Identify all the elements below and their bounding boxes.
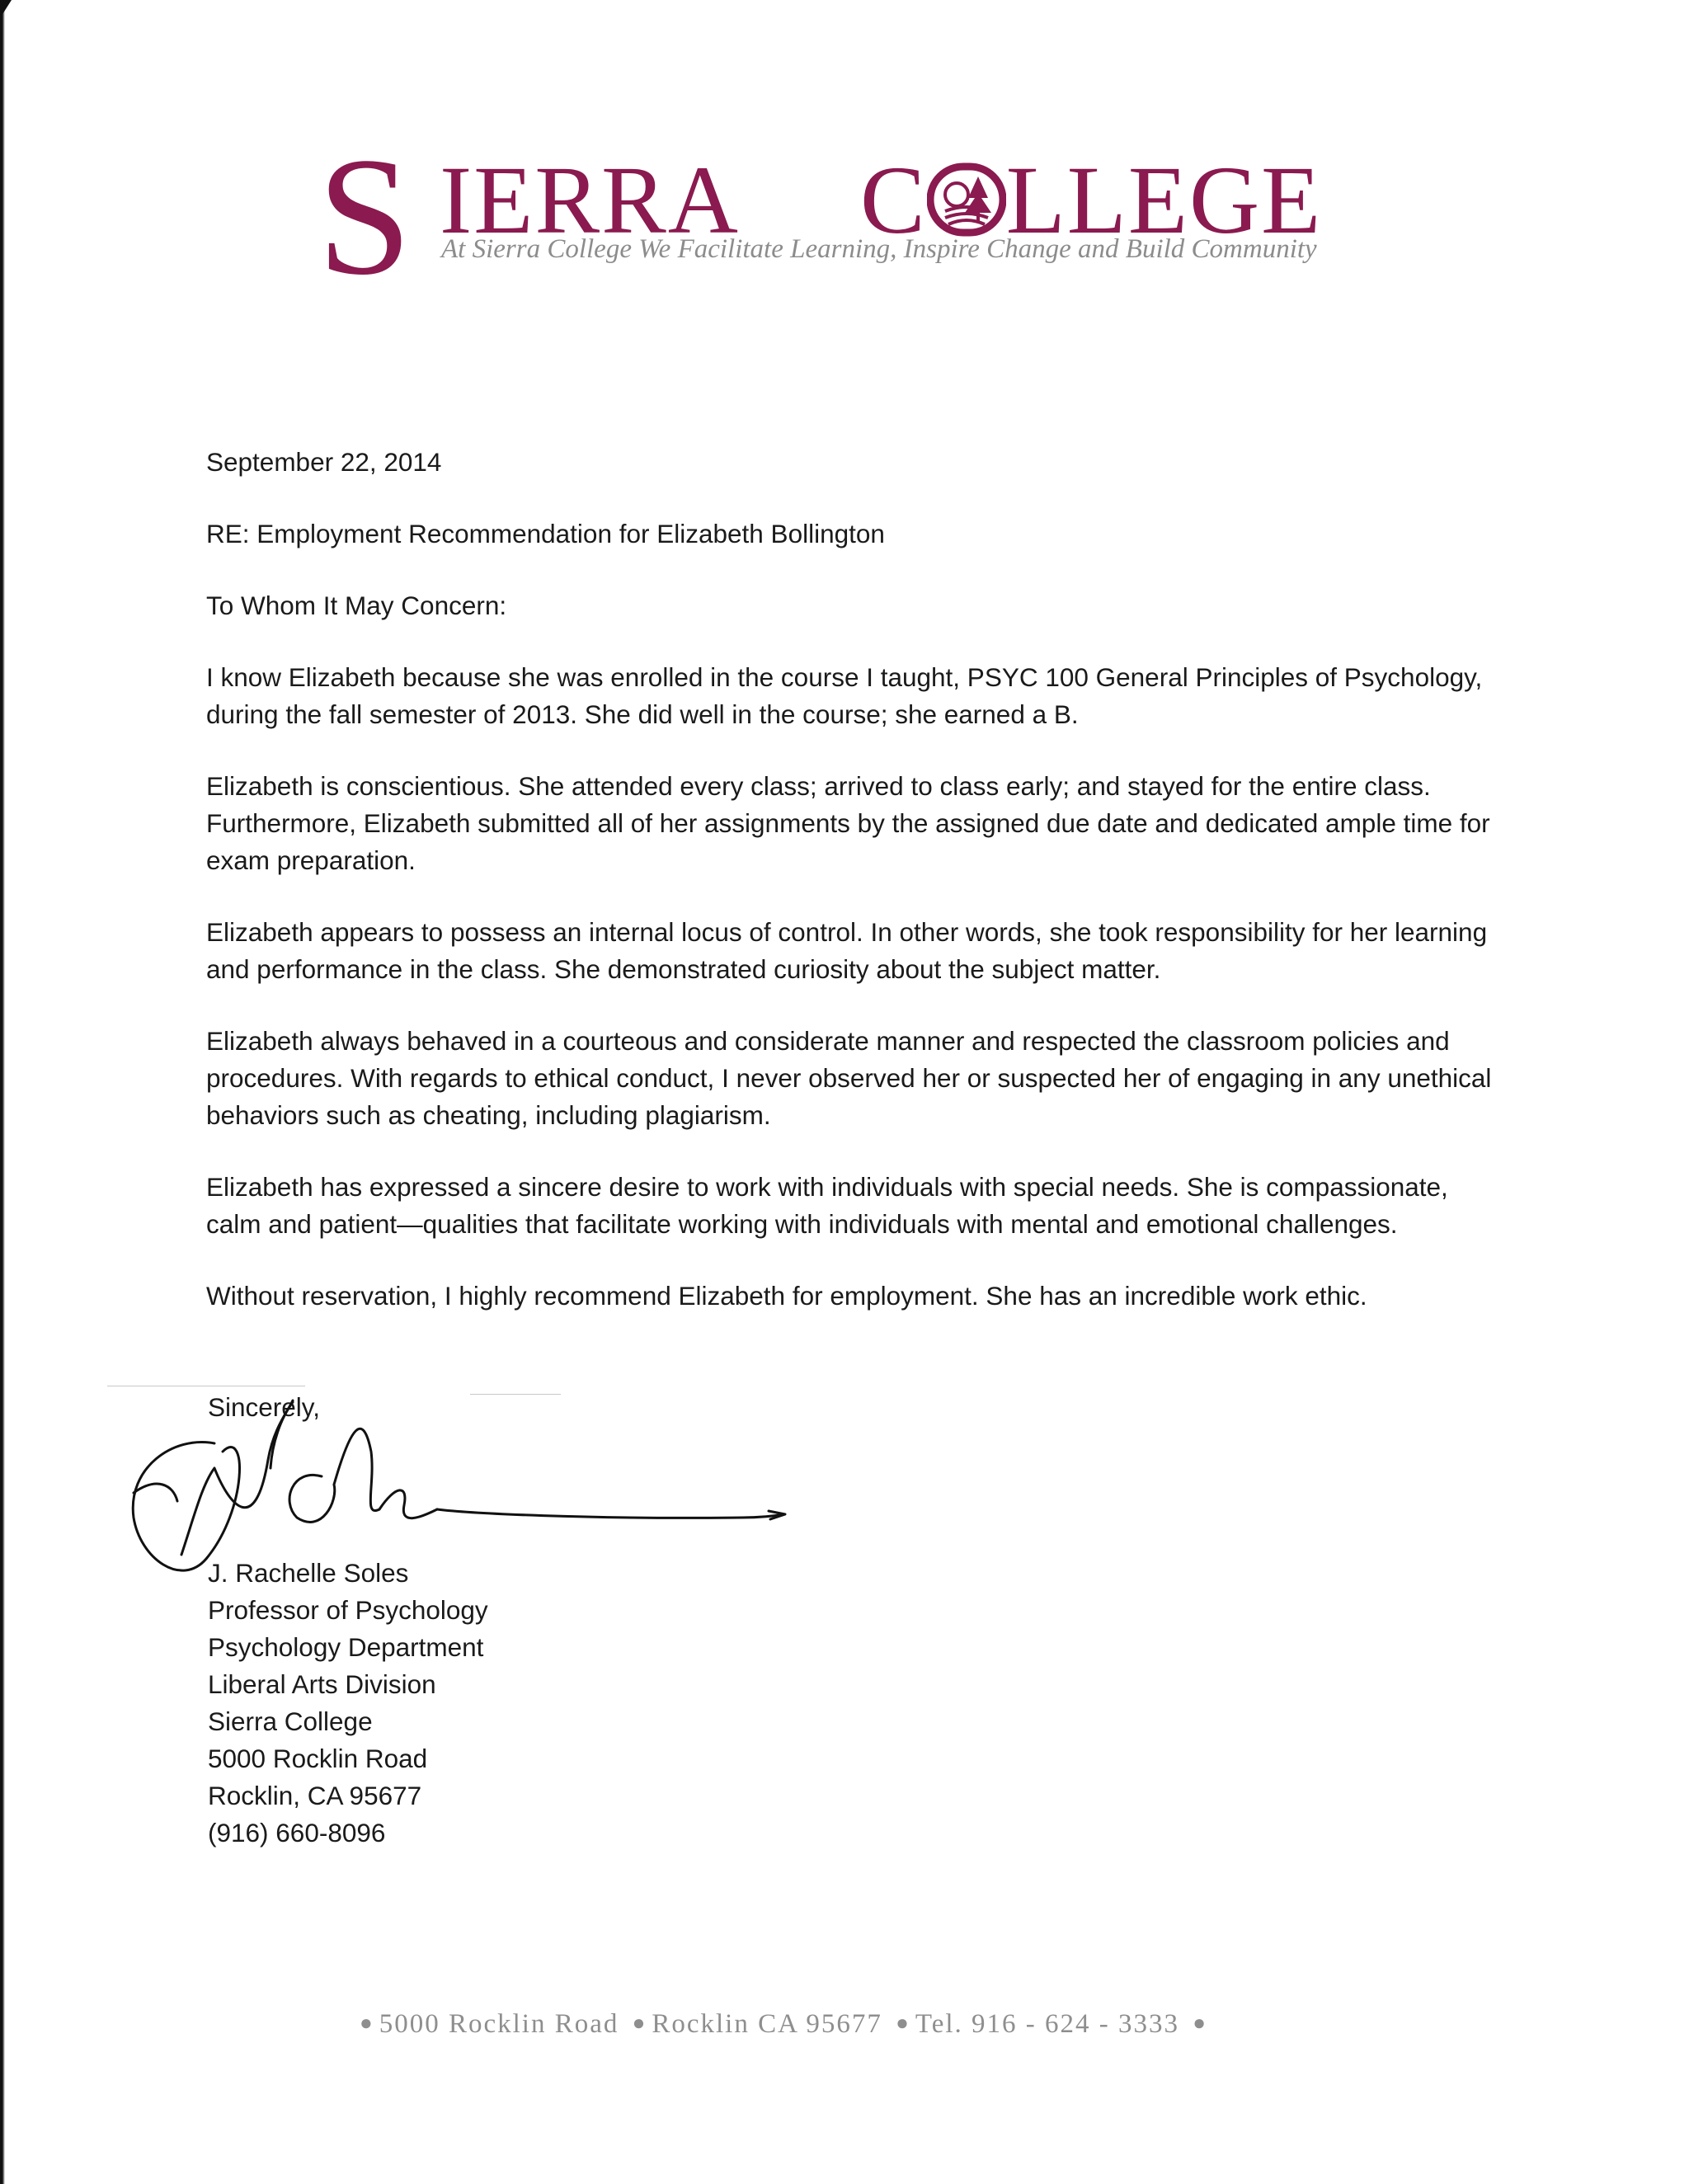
letter-subject: RE: Employment Recommendation for Elizabeth Bollington	[206, 519, 885, 548]
letterhead-name-sierra: IERRA	[440, 146, 740, 254]
footer-tel: Tel. 916 - 624 - 3333	[915, 2009, 1179, 2039]
footer-separator-dot: ●	[360, 2011, 374, 2035]
footer-separator-dot: ●	[632, 2011, 647, 2035]
signer-institution: Sierra College	[208, 1706, 373, 1736]
footer-separator-dot: ●	[1193, 2011, 1207, 2035]
paragraph-4: Elizabeth always behaved in a courteous and considerate manner and respected the classroom policies and procedures. With regards to ethical conduct, I never observed her or suspected her of engaging in any unethical behaviors such as cheating, including plagiarism.	[206, 1026, 1492, 1130]
paragraph-6: Without reservation, I highly recommend Elizabeth for employment. She has an incredible work ethic.	[206, 1281, 1367, 1311]
tree-sun-icon	[927, 157, 1006, 233]
footer-separator-dot: ●	[896, 2011, 910, 2035]
signer-division: Liberal Arts Division	[208, 1669, 436, 1699]
paragraph-5: Elizabeth has expressed a sincere desire to work with individuals with special needs. She is compassionate, calm and patient—qualities that facilitate working with individuals with mental and emotional challenges.	[206, 1172, 1448, 1239]
signer-title: Professor of Psychology	[208, 1595, 488, 1625]
letter-body	[206, 444, 1501, 1349]
college-c: C	[860, 146, 927, 254]
signer-city: Rocklin, CA 95677	[208, 1781, 422, 1810]
letterhead-tagline: At Sierra College We Facilitate Learning, Inspire Change and Build Community	[441, 234, 1317, 264]
letterhead	[318, 123, 1390, 310]
letter-date: September 22, 2014	[206, 447, 442, 477]
footer-city: Rocklin CA 95677	[652, 2009, 882, 2039]
footer-street: 5000 Rocklin Road	[379, 2009, 619, 2039]
paragraph-3: Elizabeth appears to possess an internal locus of control. In other words, she took responsibility for her learning and performance in the class. She demonstrated curiosity about the subject matter.	[206, 917, 1488, 984]
scan-corner	[0, 0, 12, 18]
signer-name: J. Rachelle Soles	[208, 1558, 409, 1588]
college-rest: LLEGE	[1005, 146, 1323, 254]
paragraph-2: Elizabeth is conscientious. She attended every class; arrived to class early; and stayed for the entire class. Furthermore, Elizabeth submitted all of her assignments by the assigned due date and dedicated ample time for exam preparation.	[206, 771, 1490, 875]
letter-salutation: To Whom It May Concern:	[206, 591, 507, 620]
letterhead-footer	[355, 2009, 1427, 2040]
letter-closing: Sincerely,	[208, 1392, 320, 1422]
paragraph-1: I know Elizabeth because she was enrolled in the course I taught, PSYC 100 General Principles of Psychology, during the fall semester of 2013. She did well in the course; she earned a B.	[206, 662, 1483, 729]
signer-block	[208, 1555, 488, 1852]
letterhead-initial: S	[318, 123, 412, 310]
scan-edge	[0, 0, 5, 2184]
signer-street: 5000 Rocklin Road	[208, 1744, 428, 1773]
signer-department: Psychology Department	[208, 1632, 484, 1662]
signer-phone: (916) 660-8096	[208, 1818, 386, 1847]
